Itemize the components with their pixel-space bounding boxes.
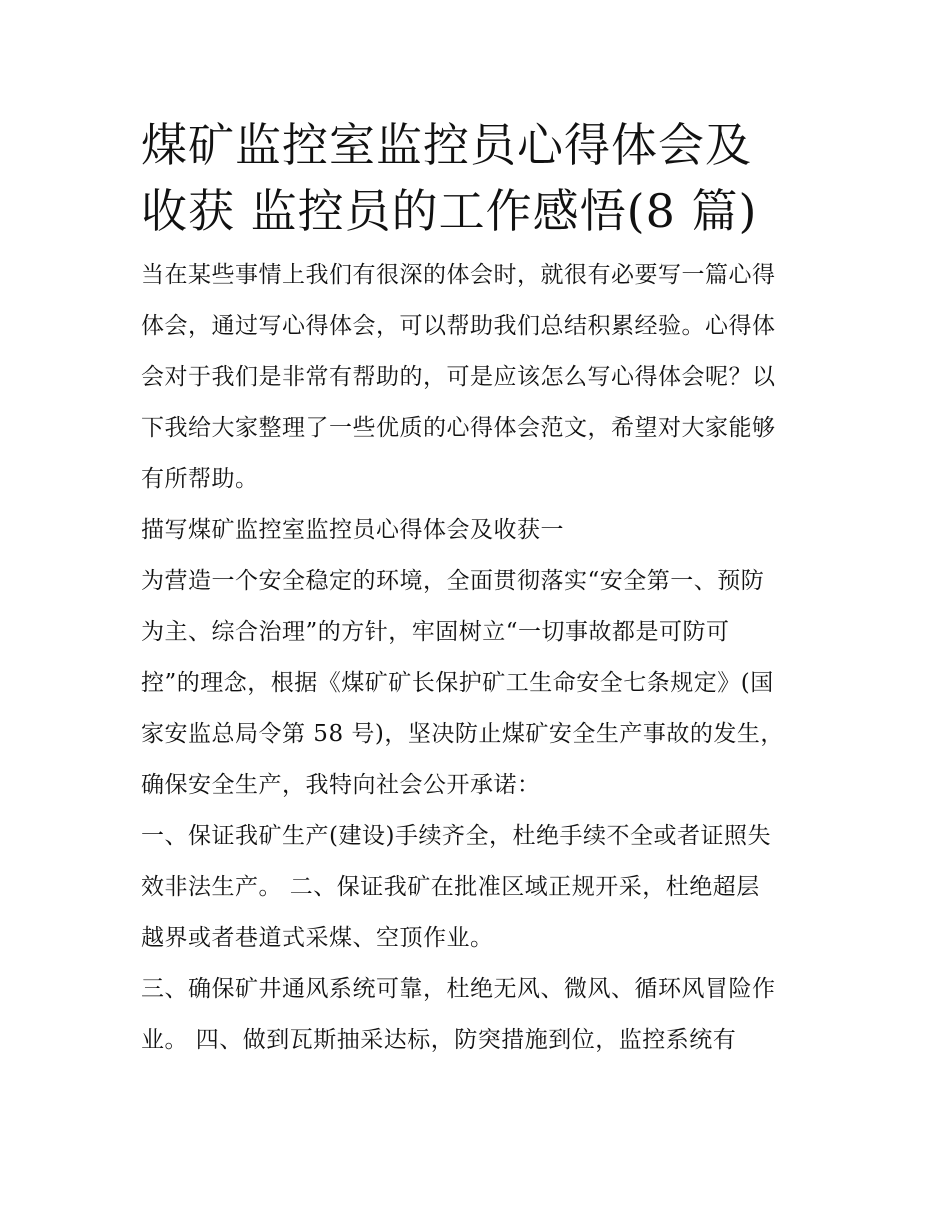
body-line-10: 家安监总局令第 58 号)，坚决防止煤矿安全生产事故的发生， [141,721,784,747]
section-heading: 描写煤矿监控室监控员心得体会及收获一 [141,517,564,543]
body-line-4: 下我给大家整理了一些优质的心得体会范文，希望对大家能够 [141,415,776,441]
body-line-5: 有所帮助。 [141,466,259,492]
body-line-9: 控”的理念，根据《煤矿矿长保护矿工生命安全七条规定》(国 [141,670,774,696]
body-line-16: 业。 四、做到瓦斯抽采达标，防突措施到位，监控系统有 [141,1027,737,1053]
body-line-12: 一、保证我矿生产(建设)手续齐全，杜绝手续不全或者证照失 [141,823,771,849]
body-line-8: 为主、综合治理”的方针，牢固树立“一切事故都是可防可 [141,619,730,645]
body-line-3: 会对于我们是非常有帮助的，可是应该怎么写心得体会呢？以 [141,364,776,390]
document-body [141,250,813,1066]
body-line-13: 效非法生产。 二、保证我矿在批准区域正规开采，杜绝超层 [141,874,760,900]
body-line-14: 越界或者巷道式采煤、空顶作业。 [141,925,494,951]
document-title [141,112,813,244]
title-line-2: 收获 监控员的工作感悟(8 篇) [141,184,758,238]
body-line-11: 确保安全生产，我特向社会公开承诺： [141,772,541,798]
body-line-7: 为营造一个安全稳定的环境，全面贯彻落实“安全第一、预防 [141,568,765,594]
body-line-1: 当在某些事情上我们有很深的体会时，就很有必要写一篇心得 [141,262,776,288]
body-line-15: 三、确保矿井通风系统可靠，杜绝无风、微风、循环风冒险作 [141,976,776,1002]
body-line-2: 体会，通过写心得体会，可以帮助我们总结积累经验。心得体 [141,313,776,339]
document-page [141,112,813,1066]
title-line-1: 煤矿监控室监控员心得体会及 [141,118,752,172]
